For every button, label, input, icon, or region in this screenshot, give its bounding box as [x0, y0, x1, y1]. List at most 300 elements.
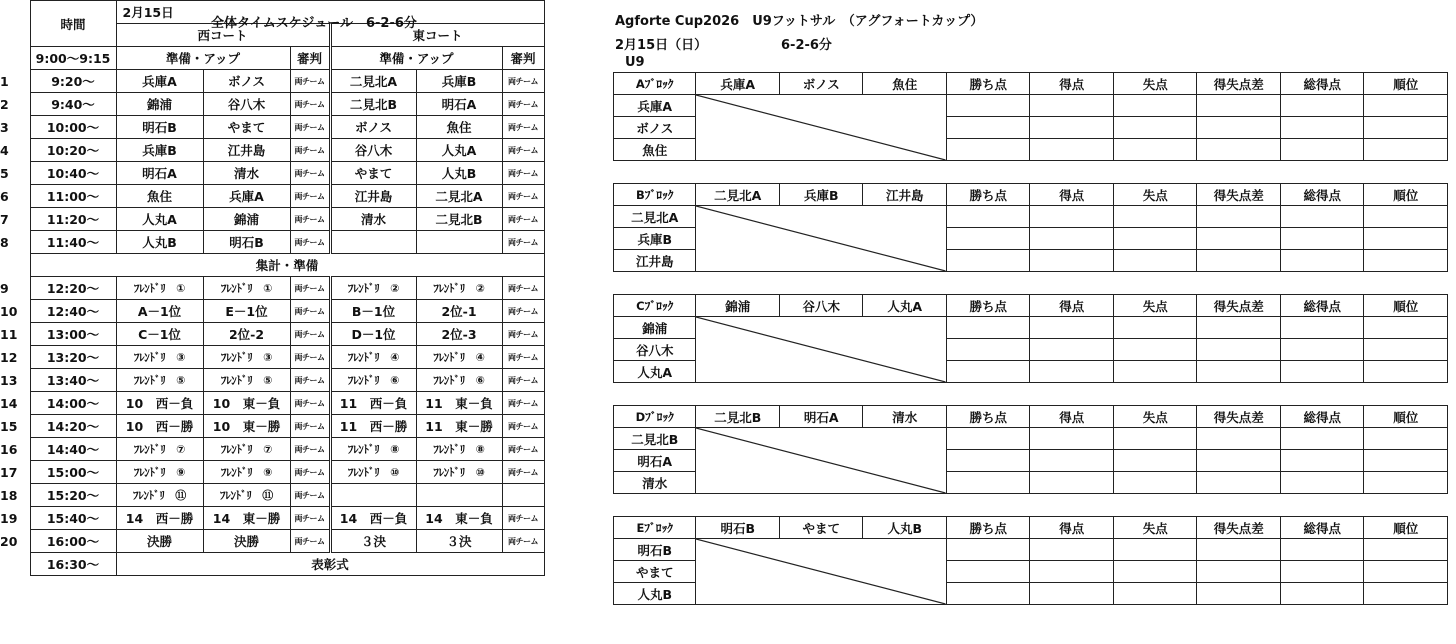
result-cell [1113, 139, 1197, 161]
team-row-name: 人丸B [614, 583, 696, 605]
block-name: Dﾌﾞﾛｯｸ [614, 406, 696, 428]
west-team-2: 兵庫A [203, 185, 290, 208]
league-team-row [614, 317, 1448, 339]
schedule-row [0, 369, 544, 392]
stat-header: 失点 [1113, 517, 1197, 539]
west-prep: 準備・アップ [116, 47, 290, 70]
east-team-1: 二見北A [330, 70, 416, 93]
east-team-2: 11 東－負 [416, 392, 502, 415]
stat-header: 勝ち点 [946, 184, 1030, 206]
result-cell [1030, 339, 1114, 361]
result-cell [1364, 250, 1448, 272]
result-cell [1113, 339, 1197, 361]
result-cell [1364, 317, 1448, 339]
east-prep: 準備・アップ [330, 47, 502, 70]
west-team-2: 錦浦 [203, 208, 290, 231]
stat-header: 得失点差 [1197, 406, 1281, 428]
result-cell [1113, 206, 1197, 228]
league-header-row [614, 517, 1448, 539]
match-time: 11:20～ [30, 208, 116, 231]
result-cell [1364, 428, 1448, 450]
league-table [613, 405, 1448, 494]
result-cell [1197, 583, 1281, 605]
west-team-2: やまて [203, 116, 290, 139]
result-cell [1280, 117, 1364, 139]
team-row-name: 人丸A [614, 361, 696, 383]
west-team-1: 10 西－負 [116, 392, 203, 415]
result-cell [946, 472, 1030, 494]
east-team-1: 江井島 [330, 185, 416, 208]
west-referee: 両チーム [290, 507, 330, 530]
schedule-row [0, 415, 544, 438]
match-number: 2 [0, 96, 9, 112]
east-team-1: 11 西－勝 [330, 415, 416, 438]
match-number: 10 [0, 303, 18, 319]
team-row-name: ボノス [614, 117, 696, 139]
result-cell [1030, 361, 1114, 383]
block-name: Aﾌﾞﾛｯｸ [614, 73, 696, 95]
east-referee: 両チーム [502, 70, 544, 93]
west-team-2: 江井島 [203, 139, 290, 162]
stat-header: 失点 [1113, 295, 1197, 317]
award-row [0, 553, 544, 576]
result-cell [1197, 339, 1281, 361]
east-referee: 両チーム [502, 461, 544, 484]
league-team-row [614, 95, 1448, 117]
west-referee: 両チーム [290, 484, 330, 507]
result-cell [1113, 250, 1197, 272]
match-number: 7 [0, 211, 9, 227]
east-referee: 両チーム [502, 231, 544, 254]
result-cell [1113, 361, 1197, 383]
west-team-2: ﾌﾚﾝﾄﾞﾘ ⑪ [203, 484, 290, 507]
schedule-row [0, 231, 544, 254]
west-ref-header: 審判 [290, 47, 330, 70]
west-court-header: 西コート [116, 24, 330, 47]
east-team-2: 人丸B [416, 162, 502, 185]
west-team-2: 14 東－勝 [203, 507, 290, 530]
result-cell [1197, 361, 1281, 383]
match-time: 10:40～ [30, 162, 116, 185]
result-cell [1197, 139, 1281, 161]
schedule-row [0, 208, 544, 231]
west-team-2: ﾌﾚﾝﾄﾞﾘ ⑤ [203, 369, 290, 392]
west-team-1: 人丸A [116, 208, 203, 231]
result-cell [946, 583, 1030, 605]
league-header-row [614, 184, 1448, 206]
match-number: 3 [0, 119, 9, 135]
west-referee: 両チーム [290, 461, 330, 484]
stat-header: 総得点 [1280, 73, 1364, 95]
east-referee: 両チーム [502, 392, 544, 415]
schedule-row [0, 70, 544, 93]
match-number: 18 [0, 487, 18, 503]
result-cell [1197, 561, 1281, 583]
west-team-2: ﾌﾚﾝﾄﾞﾘ ① [203, 277, 290, 300]
east-team-2: 人丸A [416, 139, 502, 162]
league-team-row [614, 539, 1448, 561]
west-referee: 両チーム [290, 139, 330, 162]
stat-header: 勝ち点 [946, 517, 1030, 539]
league-format: 6-2-6分 [781, 38, 832, 53]
result-cell [1030, 428, 1114, 450]
west-team-1: A－1位 [116, 300, 203, 323]
start-time: 9:00～9:15 [30, 47, 116, 70]
match-number: 17 [0, 464, 18, 480]
west-team-2: ﾌﾚﾝﾄﾞﾘ ⑦ [203, 438, 290, 461]
result-cell [1197, 450, 1281, 472]
team-column-header: 錦浦 [696, 295, 780, 317]
stat-header: 得失点差 [1197, 73, 1281, 95]
stat-header: 順位 [1364, 184, 1448, 206]
match-number: 20 [0, 533, 18, 549]
result-cell [946, 428, 1030, 450]
west-referee: 両チーム [290, 438, 330, 461]
result-cell [1280, 228, 1364, 250]
league-category: U9 [625, 55, 645, 70]
schedule-row [0, 300, 544, 323]
team-row-name: 清水 [614, 472, 696, 494]
match-number: 1 [0, 73, 9, 89]
schedule-row [0, 438, 544, 461]
east-team-2: 2位-1 [416, 300, 502, 323]
east-team-1: ﾌﾚﾝﾄﾞﾘ ⑥ [330, 369, 416, 392]
stat-header: 順位 [1364, 73, 1448, 95]
stat-header: 勝ち点 [946, 295, 1030, 317]
league-table [613, 294, 1448, 383]
stat-header: 得失点差 [1197, 184, 1281, 206]
result-cell [1280, 472, 1364, 494]
result-cell [1030, 250, 1114, 272]
west-team-1: 明石B [116, 116, 203, 139]
match-time: 15:40～ [30, 507, 116, 530]
result-cell [1030, 317, 1114, 339]
east-team-2: 二見北B [416, 208, 502, 231]
match-time: 9:20～ [30, 70, 116, 93]
west-referee: 両チーム [290, 300, 330, 323]
result-cell [1030, 539, 1114, 561]
west-referee: 両チーム [290, 323, 330, 346]
stat-header: 順位 [1364, 406, 1448, 428]
match-time: 11:40～ [30, 231, 116, 254]
east-team-1: 谷八木 [330, 139, 416, 162]
lunch-row [0, 254, 544, 277]
result-cell [1030, 95, 1114, 117]
match-number: 11 [0, 326, 18, 342]
team-row-name: 明石B [614, 539, 696, 561]
east-referee: 両チーム [502, 346, 544, 369]
match-number: 16 [0, 441, 18, 457]
result-cell [1113, 561, 1197, 583]
schedule-date: 2月15日 [116, 1, 544, 24]
schedule-title: 全体タイムスケジュール 6-2-6分 [211, 16, 417, 31]
west-referee: 両チーム [290, 208, 330, 231]
result-cell [946, 206, 1030, 228]
schedule-row [0, 139, 544, 162]
time-header: 時間 [30, 1, 116, 47]
east-team-2: ﾌﾚﾝﾄﾞﾘ ② [416, 277, 502, 300]
result-cell [1030, 472, 1114, 494]
result-cell [946, 228, 1030, 250]
west-team-1: 10 西－勝 [116, 415, 203, 438]
result-cell [946, 117, 1030, 139]
west-team-2: ﾌﾚﾝﾄﾞﾘ ③ [203, 346, 290, 369]
diagonal-line [696, 428, 946, 493]
west-team-2: ボノス [203, 70, 290, 93]
east-team-2: 14 東－負 [416, 507, 502, 530]
east-team-1: ３決 [330, 530, 416, 553]
east-team-2: 魚住 [416, 116, 502, 139]
diagonal-line [696, 95, 946, 160]
match-number: 4 [0, 142, 9, 158]
east-team-1 [330, 484, 416, 507]
result-cell [1113, 583, 1197, 605]
west-team-1: 兵庫B [116, 139, 203, 162]
schedule-row [0, 93, 544, 116]
match-number: 15 [0, 418, 18, 434]
block-name: Bﾌﾞﾛｯｸ [614, 184, 696, 206]
schedule-row [0, 392, 544, 415]
west-referee: 両チーム [290, 231, 330, 254]
team-column-header: 人丸A [863, 295, 947, 317]
schedule-row [0, 277, 544, 300]
east-team-2: 2位-3 [416, 323, 502, 346]
east-team-2: 明石A [416, 93, 502, 116]
east-referee: 両チーム [502, 93, 544, 116]
award-ceremony: 表彰式 [116, 553, 544, 576]
team-column-header: 谷八木 [779, 295, 863, 317]
result-cell [1030, 139, 1114, 161]
result-cell [1280, 317, 1364, 339]
east-team-1: ﾌﾚﾝﾄﾞﾘ ② [330, 277, 416, 300]
schedule-row [0, 484, 544, 507]
result-cell [1280, 139, 1364, 161]
west-referee: 両チーム [290, 369, 330, 392]
east-team-2: ﾌﾚﾝﾄﾞﾘ ⑥ [416, 369, 502, 392]
result-cell [1197, 472, 1281, 494]
west-team-2: 谷八木 [203, 93, 290, 116]
stat-header: 総得点 [1280, 184, 1364, 206]
stat-header: 失点 [1113, 184, 1197, 206]
schedule-row [0, 116, 544, 139]
team-column-header: 人丸B [863, 517, 947, 539]
match-time: 13:00～ [30, 323, 116, 346]
result-cell [1113, 228, 1197, 250]
result-cell [1030, 228, 1114, 250]
east-team-1 [330, 231, 416, 254]
result-cell [1113, 450, 1197, 472]
league-table [613, 72, 1448, 161]
league-table [613, 183, 1448, 272]
west-referee: 両チーム [290, 415, 330, 438]
west-referee: 両チーム [290, 277, 330, 300]
west-team-2: 2位-2 [203, 323, 290, 346]
stat-header: 勝ち点 [946, 406, 1030, 428]
schedule-row [0, 507, 544, 530]
stat-header: 得失点差 [1197, 295, 1281, 317]
west-team-2: E－1位 [203, 300, 290, 323]
result-cell [1364, 561, 1448, 583]
team-row-name: 魚住 [614, 139, 696, 161]
east-team-2: 11 東－勝 [416, 415, 502, 438]
east-team-2: ３決 [416, 530, 502, 553]
east-team-1: ﾌﾚﾝﾄﾞﾘ ⑧ [330, 438, 416, 461]
league-header-row [614, 406, 1448, 428]
match-number: 13 [0, 372, 18, 388]
east-team-2: ﾌﾚﾝﾄﾞﾘ ④ [416, 346, 502, 369]
result-cell [1197, 317, 1281, 339]
result-cell [1113, 428, 1197, 450]
west-team-1: 14 西－勝 [116, 507, 203, 530]
result-cell [1030, 450, 1114, 472]
east-team-2 [416, 231, 502, 254]
schedule-table [0, 0, 545, 576]
diagonal-cell [696, 95, 947, 161]
west-referee: 両チーム [290, 116, 330, 139]
east-team-2: ﾌﾚﾝﾄﾞﾘ ⑩ [416, 461, 502, 484]
team-column-header: 清水 [863, 406, 947, 428]
team-row-name: 江井島 [614, 250, 696, 272]
stat-header: 得点 [1030, 295, 1114, 317]
result-cell [1280, 250, 1364, 272]
east-team-1: やまて [330, 162, 416, 185]
result-cell [1364, 583, 1448, 605]
east-team-1: ﾌﾚﾝﾄﾞﾘ ④ [330, 346, 416, 369]
match-number: 12 [0, 349, 18, 365]
block-name: Cﾌﾞﾛｯｸ [614, 295, 696, 317]
west-team-1: ﾌﾚﾝﾄﾞﾘ ⑦ [116, 438, 203, 461]
west-team-1: ﾌﾚﾝﾄﾞﾘ ③ [116, 346, 203, 369]
league-team-row [614, 206, 1448, 228]
result-cell [1364, 539, 1448, 561]
west-referee: 両チーム [290, 392, 330, 415]
result-cell [946, 317, 1030, 339]
diagonal-cell [696, 206, 947, 272]
west-team-1: ﾌﾚﾝﾄﾞﾘ ⑪ [116, 484, 203, 507]
team-row-name: 兵庫B [614, 228, 696, 250]
result-cell [1364, 228, 1448, 250]
result-cell [1030, 206, 1114, 228]
east-referee: 両チーム [502, 116, 544, 139]
match-number: 5 [0, 165, 9, 181]
match-time: 16:00～ [30, 530, 116, 553]
team-row-name: 兵庫A [614, 95, 696, 117]
match-time: 11:00～ [30, 185, 116, 208]
stat-header: 得点 [1030, 406, 1114, 428]
result-cell [1197, 95, 1281, 117]
east-referee: 両チーム [502, 208, 544, 231]
west-referee: 両チーム [290, 70, 330, 93]
match-time: 10:20～ [30, 139, 116, 162]
east-team-2: 兵庫B [416, 70, 502, 93]
west-team-1: C－1位 [116, 323, 203, 346]
west-team-2: 決勝 [203, 530, 290, 553]
result-cell [946, 139, 1030, 161]
team-column-header: 兵庫B [779, 184, 863, 206]
east-team-1: D－1位 [330, 323, 416, 346]
east-team-2: 二見北A [416, 185, 502, 208]
east-team-2: ﾌﾚﾝﾄﾞﾘ ⑧ [416, 438, 502, 461]
west-referee: 両チーム [290, 185, 330, 208]
stat-header: 総得点 [1280, 517, 1364, 539]
west-team-1: ﾌﾚﾝﾄﾞﾘ ① [116, 277, 203, 300]
stat-header: 得失点差 [1197, 517, 1281, 539]
stat-header: 順位 [1364, 517, 1448, 539]
result-cell [1113, 317, 1197, 339]
team-row-name: 明石A [614, 450, 696, 472]
diagonal-cell [696, 317, 947, 383]
stat-header: 得点 [1030, 73, 1114, 95]
result-cell [1280, 428, 1364, 450]
team-column-header: 兵庫A [696, 73, 780, 95]
east-team-1: ﾌﾚﾝﾄﾞﾘ ⑩ [330, 461, 416, 484]
east-referee [502, 484, 544, 507]
schedule-row [0, 185, 544, 208]
west-team-2: 明石B [203, 231, 290, 254]
east-team-1: 清水 [330, 208, 416, 231]
result-cell [946, 450, 1030, 472]
result-cell [1280, 339, 1364, 361]
east-team-1: 二見北B [330, 93, 416, 116]
stat-header: 失点 [1113, 73, 1197, 95]
stat-header: 総得点 [1280, 295, 1364, 317]
result-cell [1280, 583, 1364, 605]
match-time: 14:20～ [30, 415, 116, 438]
west-referee: 両チーム [290, 346, 330, 369]
result-cell [1364, 206, 1448, 228]
result-cell [946, 561, 1030, 583]
block-name: Eﾌﾞﾛｯｸ [614, 517, 696, 539]
east-team-1: 11 西－負 [330, 392, 416, 415]
result-cell [1197, 228, 1281, 250]
team-row-name: 谷八木 [614, 339, 696, 361]
match-time: 15:20～ [30, 484, 116, 507]
match-time: 12:40～ [30, 300, 116, 323]
match-time: 14:00～ [30, 392, 116, 415]
result-cell [1113, 472, 1197, 494]
result-cell [1197, 206, 1281, 228]
east-referee: 両チーム [502, 139, 544, 162]
east-team-1: ボノス [330, 116, 416, 139]
league-date: 2月15日（日） [615, 38, 708, 53]
west-team-1: ﾌﾚﾝﾄﾞﾘ ⑨ [116, 461, 203, 484]
result-cell [1030, 117, 1114, 139]
stat-header: 順位 [1364, 295, 1448, 317]
stat-header: 得点 [1030, 517, 1114, 539]
east-court-header: 東コート [330, 24, 544, 47]
result-cell [1280, 95, 1364, 117]
match-time: 13:40～ [30, 369, 116, 392]
west-team-2: 10 東－負 [203, 392, 290, 415]
result-cell [1364, 95, 1448, 117]
east-referee: 両チーム [502, 438, 544, 461]
result-cell [1280, 361, 1364, 383]
stat-header: 得点 [1030, 184, 1114, 206]
diagonal-line [696, 206, 946, 271]
match-time: 10:00～ [30, 116, 116, 139]
diagonal-cell [696, 539, 947, 605]
east-referee: 両チーム [502, 185, 544, 208]
league-table [613, 516, 1448, 605]
east-referee: 両チーム [502, 530, 544, 553]
match-time: 9:40～ [30, 93, 116, 116]
league-header-row [614, 73, 1448, 95]
east-referee: 両チーム [502, 507, 544, 530]
east-team-2 [416, 484, 502, 507]
team-row-name: 二見北B [614, 428, 696, 450]
match-number: 6 [0, 188, 9, 204]
result-cell [1364, 339, 1448, 361]
